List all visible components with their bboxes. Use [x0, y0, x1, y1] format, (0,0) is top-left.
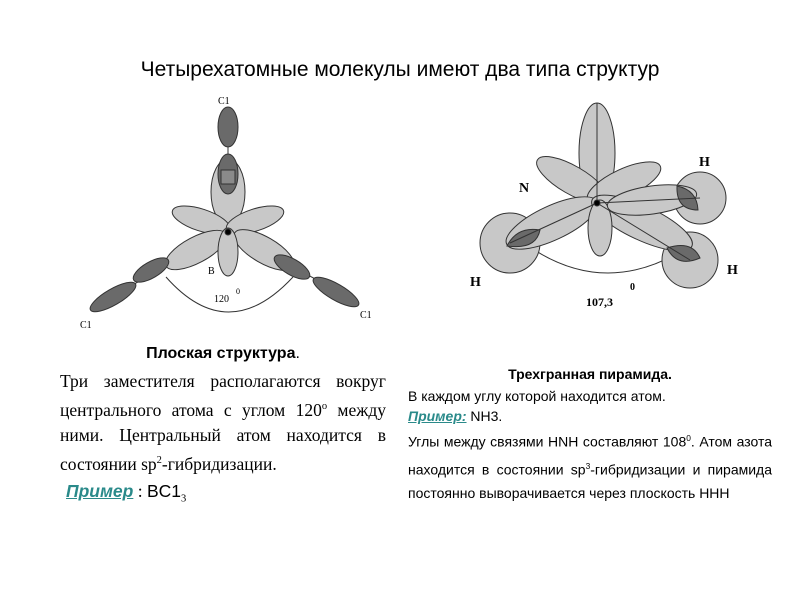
pyramid-heading: Трехгранная пирамида.	[508, 366, 672, 382]
pyramid-example-formula: NH3.	[466, 408, 503, 424]
planar-example-sub: 3	[181, 493, 187, 505]
label-b: B	[208, 266, 215, 277]
planar-example-sep: :	[133, 480, 147, 501]
center-atom	[225, 229, 231, 235]
label-h-right: H	[727, 263, 738, 278]
planar-example-formula: BC1	[146, 480, 182, 501]
planar-structure-description	[60, 345, 386, 504]
pyramid-example	[408, 408, 772, 424]
hatch-top	[221, 170, 235, 184]
planar-body-part-1: Три заместителя располагаются вокруг центрального атома с углом 120	[60, 371, 386, 420]
angle-degree: 0	[630, 282, 635, 293]
label-c1-left: C1	[80, 320, 92, 331]
pyramid-line-1: В каждом углу которой находится атом.	[408, 388, 666, 404]
pyramid-structure-diagram	[462, 98, 752, 320]
pyramid-example-label: Пример:	[408, 408, 467, 424]
lobe-top-small	[218, 107, 238, 147]
planar-example-label: Пример	[66, 480, 134, 501]
planar-body-part-2: между ними. Центральный атом находится в состоянии sp	[60, 399, 386, 474]
planar-heading	[60, 345, 386, 363]
center-atom	[594, 200, 600, 206]
pyramid-body-part-3: -гибридизации и пирамида постоянно выворачивается через плоскость HHH	[408, 461, 773, 502]
label-n: N	[519, 181, 530, 196]
pyramid-structure-description	[408, 366, 772, 505]
label-h-left: H	[470, 275, 481, 290]
pyramid-body-sup-1: 0	[686, 433, 691, 443]
angle-arc	[166, 277, 293, 312]
page-title: Четырехатомные молекулы имеют два типа структур	[140, 58, 660, 81]
lobe-left-dark-2	[86, 277, 139, 317]
planar-body-degree: о	[321, 401, 328, 412]
pyramid-body-sup-2: 3	[585, 460, 591, 471]
lobe-right-dark-2	[309, 272, 362, 312]
lobe-left-dark-1	[130, 253, 173, 287]
planar-body-part-3: -гибридизации.	[161, 453, 277, 474]
planar-heading-dot: .	[295, 345, 300, 362]
angle-value: 120	[214, 294, 229, 305]
planar-structure-diagram	[78, 92, 378, 337]
angle-degree: 0	[236, 287, 240, 296]
pyramid-body	[408, 426, 772, 505]
pyramid-body-part-2: . Атом азота находится в состоянии sp	[408, 433, 773, 478]
label-h-top: H	[699, 155, 710, 170]
planar-heading-text: Плоская структура	[146, 345, 296, 362]
planar-body-sup: 2	[156, 454, 162, 466]
label-c1-top: C1	[218, 96, 230, 107]
pyramid-body-part-1: Углы между связями HNH составляют 108	[408, 433, 687, 450]
label-c1-right: C1	[360, 310, 372, 321]
planar-example	[60, 481, 386, 505]
angle-value: 107,3	[586, 295, 613, 309]
planar-body	[60, 369, 386, 477]
